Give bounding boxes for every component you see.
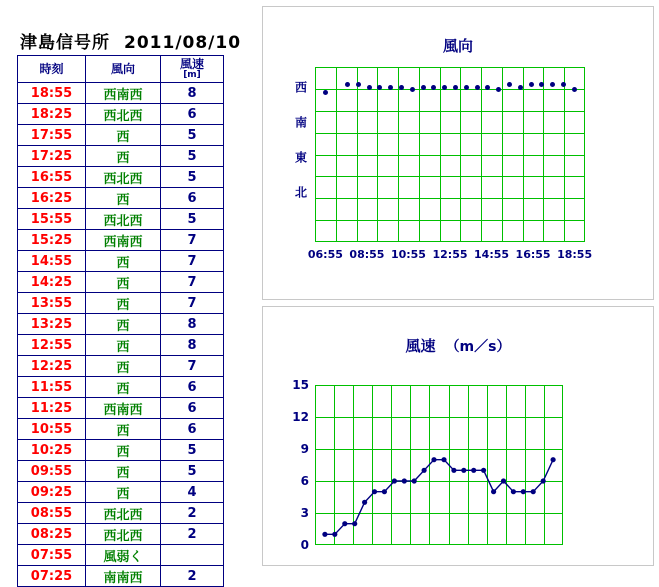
cell-time: 07:55 <box>18 545 86 566</box>
wind-direction-plot-area <box>294 67 593 261</box>
cell-time: 15:55 <box>18 209 86 230</box>
data-point <box>332 532 337 537</box>
data-point <box>496 87 501 92</box>
cell-direction: 西北西 <box>86 167 161 188</box>
table-row <box>18 398 224 419</box>
cell-speed: 5 <box>161 440 224 461</box>
cell-direction: 西 <box>86 293 161 314</box>
station-name: 津島信号所 <box>20 33 110 53</box>
wind-direction-chart-panel <box>262 6 654 300</box>
cell-direction: 西 <box>86 482 161 503</box>
table-row <box>18 482 224 503</box>
y-axis-label-direction: 南 <box>294 115 307 130</box>
table-row <box>18 440 224 461</box>
cell-time: 14:25 <box>18 272 86 293</box>
y-axis-label-direction: 東 <box>294 150 307 165</box>
data-point <box>356 82 361 87</box>
wind-speed-title-label: 風速 <box>405 337 436 355</box>
wind-speed-chart-title <box>263 335 653 356</box>
data-point <box>421 85 426 90</box>
data-point <box>491 489 496 494</box>
gridline-horizontal <box>315 198 585 199</box>
cell-direction: 西 <box>86 356 161 377</box>
data-point <box>422 468 427 473</box>
cell-time: 16:55 <box>18 167 86 188</box>
cell-speed: 7 <box>161 251 224 272</box>
gridline-horizontal <box>315 176 585 177</box>
data-point <box>402 478 407 483</box>
cell-direction: 西 <box>86 251 161 272</box>
cell-time: 08:25 <box>18 524 86 545</box>
cell-speed: 7 <box>161 356 224 377</box>
data-point <box>345 82 350 87</box>
data-point <box>372 489 377 494</box>
table-row <box>18 251 224 272</box>
y-axis-label-speed: 3 <box>300 506 309 520</box>
data-point <box>399 85 404 90</box>
column-header-speed-label: 風速 <box>179 56 204 71</box>
y-axis-label-speed: 0 <box>300 538 309 552</box>
cell-speed <box>161 545 224 566</box>
data-point <box>342 521 347 526</box>
observation-table-panel <box>0 0 250 586</box>
data-point <box>362 500 367 505</box>
cell-time: 17:25 <box>18 146 86 167</box>
data-point <box>475 85 480 90</box>
cell-time: 10:25 <box>18 440 86 461</box>
data-point <box>501 478 506 483</box>
data-point <box>392 478 397 483</box>
cell-direction: 西 <box>86 419 161 440</box>
data-point <box>388 85 393 90</box>
data-point <box>442 85 447 90</box>
cell-time: 13:25 <box>18 314 86 335</box>
data-point <box>561 82 566 87</box>
series-line <box>325 460 553 535</box>
table-row <box>18 419 224 440</box>
table-row <box>18 503 224 524</box>
data-point <box>451 468 456 473</box>
y-axis-label-direction: 西 <box>294 80 307 95</box>
wind-speed-plot-area <box>292 378 563 552</box>
gridline-horizontal <box>315 89 585 90</box>
cell-speed: 4 <box>161 482 224 503</box>
table-row <box>18 566 224 587</box>
cell-time: 09:25 <box>18 482 86 503</box>
cell-direction: 西 <box>86 272 161 293</box>
cell-speed: 6 <box>161 104 224 125</box>
cell-direction: 西北西 <box>86 524 161 545</box>
cell-direction: 西 <box>86 314 161 335</box>
table-row <box>18 356 224 377</box>
table-row <box>18 524 224 545</box>
cell-speed: 2 <box>161 566 224 587</box>
data-point <box>518 85 523 90</box>
cell-speed: 2 <box>161 524 224 545</box>
table-row <box>18 125 224 146</box>
y-axis-label-speed: 6 <box>300 474 309 488</box>
table-row <box>18 377 224 398</box>
table-row <box>18 461 224 482</box>
cell-speed: 8 <box>161 314 224 335</box>
data-point <box>412 478 417 483</box>
cell-time: 08:55 <box>18 503 86 524</box>
table-row <box>18 209 224 230</box>
observation-table <box>17 55 224 587</box>
cell-time: 16:25 <box>18 188 86 209</box>
x-axis-label-time: 08:55 <box>349 248 385 261</box>
data-point <box>507 82 512 87</box>
cell-time: 11:55 <box>18 377 86 398</box>
data-point <box>529 82 534 87</box>
cell-time: 13:55 <box>18 293 86 314</box>
y-axis-label-direction: 北 <box>294 185 307 200</box>
column-header-speed <box>161 56 224 83</box>
gridline-horizontal <box>315 220 585 221</box>
data-point <box>481 468 486 473</box>
table-row <box>18 188 224 209</box>
cell-direction: 西 <box>86 146 161 167</box>
table-row <box>18 335 224 356</box>
cell-speed: 7 <box>161 230 224 251</box>
column-header-speed-unit: [m] <box>183 69 201 80</box>
data-point <box>453 85 458 90</box>
cell-speed: 7 <box>161 293 224 314</box>
cell-direction: 西北西 <box>86 503 161 524</box>
y-axis-label-speed: 9 <box>300 442 309 456</box>
data-point <box>551 457 556 462</box>
data-point <box>541 478 546 483</box>
data-point <box>531 489 536 494</box>
cell-time: 15:25 <box>18 230 86 251</box>
data-point <box>471 468 476 473</box>
cell-time: 12:25 <box>18 356 86 377</box>
cell-direction: 西 <box>86 440 161 461</box>
cell-direction: 西 <box>86 188 161 209</box>
cell-speed: 5 <box>161 125 224 146</box>
cell-direction: 西南西 <box>86 398 161 419</box>
cell-time: 07:25 <box>18 566 86 587</box>
data-point <box>511 489 516 494</box>
data-point <box>464 85 469 90</box>
data-point <box>431 457 436 462</box>
gridline-horizontal <box>315 111 585 112</box>
cell-direction: 南南西 <box>86 566 161 587</box>
column-header-direction: 風向 <box>86 56 161 83</box>
table-row <box>18 545 224 566</box>
table-header-row <box>18 56 224 83</box>
cell-direction: 西 <box>86 125 161 146</box>
data-point <box>431 85 436 90</box>
y-axis-label-speed: 15 <box>292 378 309 392</box>
cell-time: 10:55 <box>18 419 86 440</box>
data-point <box>521 489 526 494</box>
data-point <box>382 489 387 494</box>
x-axis-label-time: 06:55 <box>307 248 343 261</box>
cell-speed: 8 <box>161 335 224 356</box>
cell-time: 12:55 <box>18 335 86 356</box>
table-row <box>18 146 224 167</box>
wind-speed-series <box>315 385 563 545</box>
page-title <box>20 28 241 53</box>
cell-direction: 西北西 <box>86 209 161 230</box>
cell-direction: 西北西 <box>86 104 161 125</box>
data-point <box>352 521 357 526</box>
cell-time: 18:25 <box>18 104 86 125</box>
cell-speed: 6 <box>161 377 224 398</box>
column-header-time: 時刻 <box>18 56 86 83</box>
x-axis-label-time: 12:55 <box>432 248 468 261</box>
cell-time: 17:55 <box>18 125 86 146</box>
table-row <box>18 83 224 104</box>
data-point <box>367 85 372 90</box>
x-axis-label-time: 18:55 <box>557 248 593 261</box>
cell-direction: 西 <box>86 377 161 398</box>
cell-speed: 7 <box>161 272 224 293</box>
x-axis-label-time: 16:55 <box>515 248 551 261</box>
cell-time: 14:55 <box>18 251 86 272</box>
cell-time: 09:55 <box>18 461 86 482</box>
cell-speed: 6 <box>161 398 224 419</box>
data-point <box>441 457 446 462</box>
cell-speed: 5 <box>161 209 224 230</box>
data-point <box>322 532 327 537</box>
cell-direction: 西 <box>86 335 161 356</box>
wind-speed-chart-panel <box>262 306 654 566</box>
cell-direction: 西南西 <box>86 83 161 104</box>
cell-speed: 5 <box>161 461 224 482</box>
cell-speed: 6 <box>161 188 224 209</box>
table-row <box>18 314 224 335</box>
cell-speed: 2 <box>161 503 224 524</box>
cell-direction: 西南西 <box>86 230 161 251</box>
data-point <box>485 85 490 90</box>
data-point <box>377 85 382 90</box>
gridline-horizontal <box>315 155 585 156</box>
table-body <box>18 83 224 587</box>
table-row <box>18 230 224 251</box>
cell-speed: 8 <box>161 83 224 104</box>
cell-speed: 5 <box>161 146 224 167</box>
gridline-horizontal <box>315 133 585 134</box>
table-row <box>18 167 224 188</box>
cell-speed: 5 <box>161 167 224 188</box>
cell-speed: 6 <box>161 419 224 440</box>
x-axis-label-time: 10:55 <box>390 248 426 261</box>
cell-time: 11:25 <box>18 398 86 419</box>
table-row <box>18 104 224 125</box>
cell-direction: 風弱く <box>86 545 161 566</box>
table-row <box>18 293 224 314</box>
wind-speed-title-unit: （m／s） <box>445 339 511 355</box>
observation-date: 2011/08/10 <box>124 33 242 53</box>
data-point <box>461 468 466 473</box>
y-axis-label-speed: 12 <box>292 410 309 424</box>
x-axis-label-time: 14:55 <box>474 248 510 261</box>
data-point <box>323 90 328 95</box>
cell-time: 18:55 <box>18 83 86 104</box>
wind-direction-chart-title: 風向 <box>442 37 473 55</box>
cell-direction: 西 <box>86 461 161 482</box>
table-row <box>18 272 224 293</box>
